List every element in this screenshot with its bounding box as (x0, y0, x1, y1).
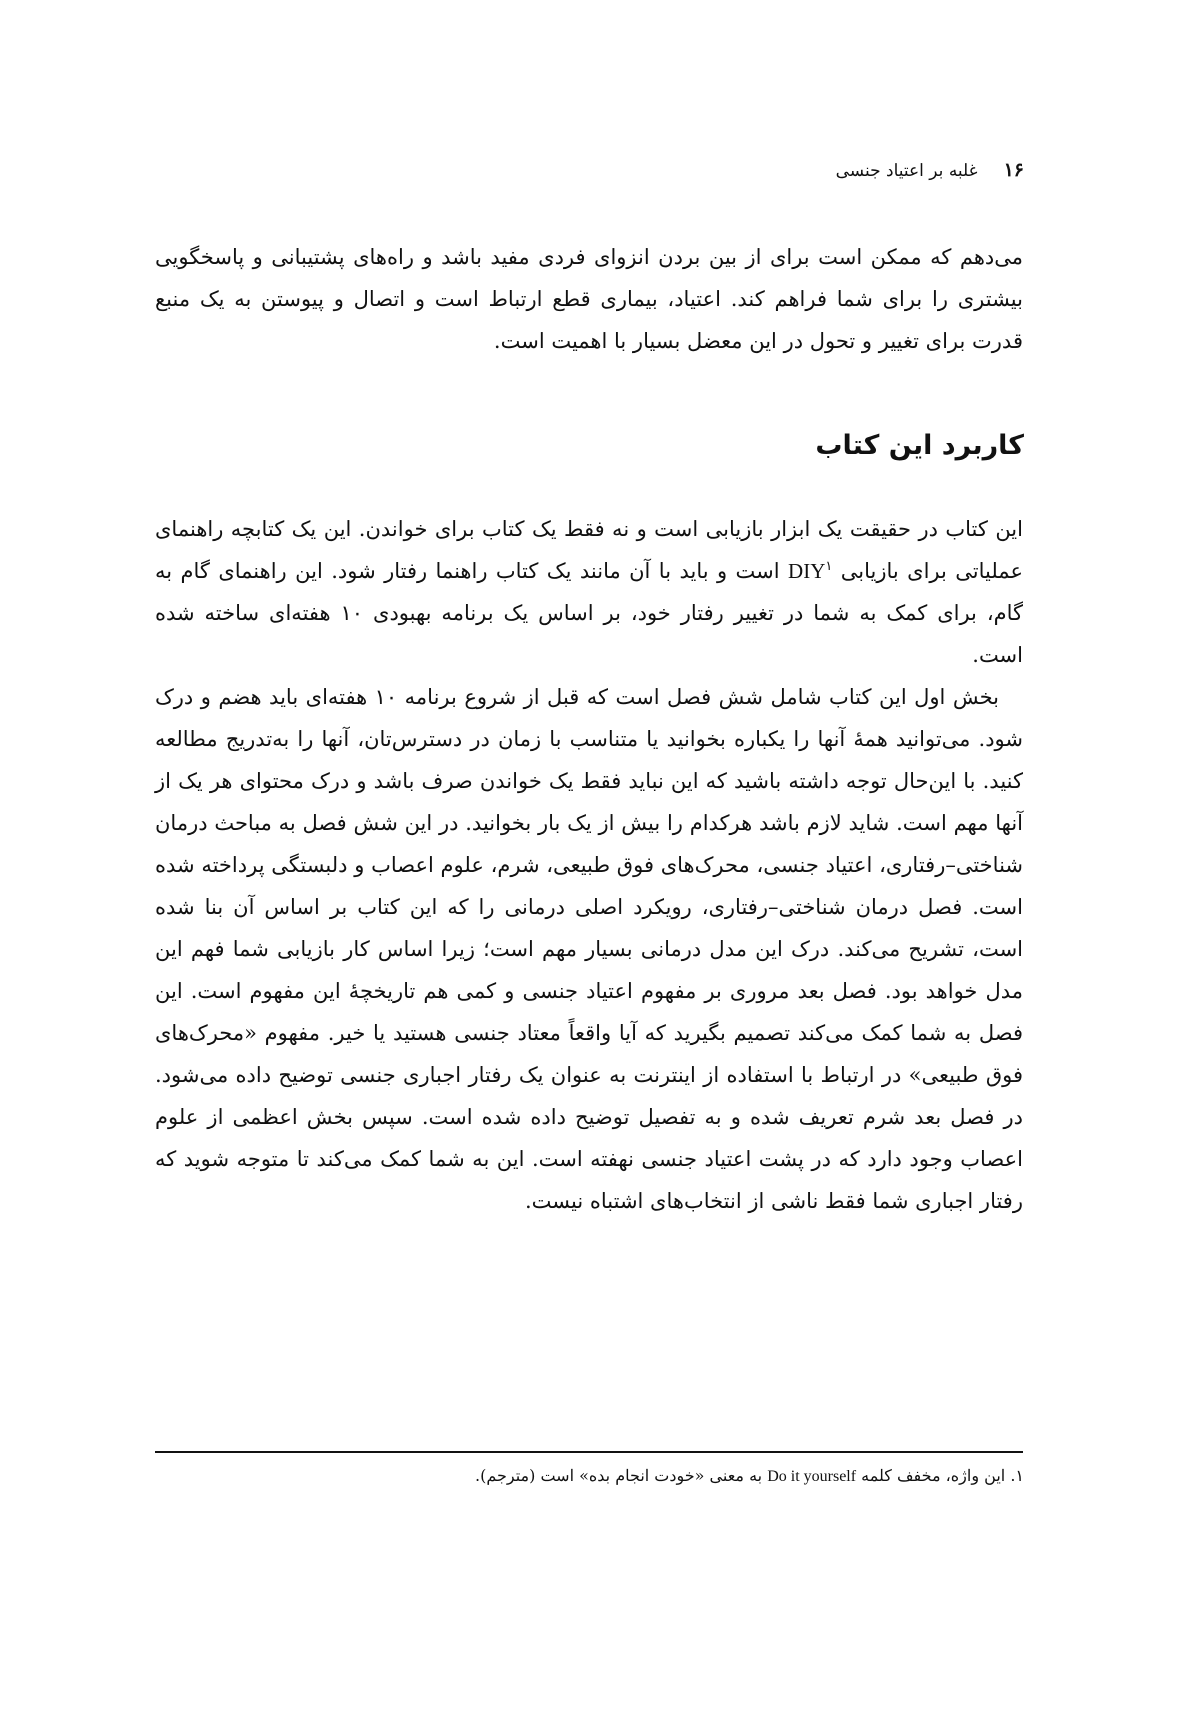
book-title: غلبه بر اعتیاد جنسی (835, 161, 978, 181)
paragraph-2: بخش اول این کتاب شامل شش فصل است که قبل از شروع برنامه ۱۰ هفته‌ای باید هضم و درک شود. می‌توانید همهٔ آنها را یکباره بخوانید یا متناسب با زمان در دسترس‌تان، آنها را به‌تدریج مطالعه کنید. با این‌حال توجه داشته باشید که این نباید فقط یک خواندن صرف باشد و درک محتوای هر یک از آنها مهم است. شاید لازم باشد هرکدام را بیش از یک بار بخوانید. در این شش فصل به مباحث درمان شناختی–رفتاری، اعتیاد جنسی، محرک‌های فوق طبیعی، شرم، علوم اعصاب و دلبستگی پرداخته شده است. فصل درمان شناختی–رفتاری، رویکرد اصلی درمانی را که این کتاب بر اساس آن بنا شده است، تشریح می‌کند. درک این مدل درمانی بسیار مهم است؛ زیرا اساس کار بازیابی شما فهم این مدل خواهد بود. فصل بعد مروری بر مفهوم اعتیاد جنسی و کمی هم تاریخچهٔ این مفهوم است. این فصل به شما کمک می‌کند تصمیم بگیرید که آیا واقعاً معتاد جنسی هستید یا خیر. مفهوم «محرک‌های فوق طبیعی» در ارتباط با استفاده از اینترنت به عنوان یک رفتار اجباری جنسی توضیح داده می‌شود. در فصل بعد شرم تعریف شده و به تفصیل توضیح داده شده است. سپس بخش اعظمی از علوم اعصاب وجود دارد که در پشت اعتیاد جنسی نهفته است. این به شما کمک می‌کند تا متوجه شوید که رفتار اجباری شما فقط ناشی از انتخاب‌های اشتباه نیست. (155, 685, 1023, 1213)
footnote-divider (155, 1451, 1023, 1453)
intro-paragraph: می‌دهم که ممکن است برای از بین بردن انزوای فردی مفید باشد و راه‌های پشتیبانی و پاسخگویی بیشتری را برای شما فراهم کند. اعتیاد، بیماری قطع ارتباط است و اتصال و پیوستن به یک منبع قدرت برای تغییر و تحول در این معضل بسیار با اهمیت است. (155, 245, 1023, 353)
running-header (836, 158, 1024, 183)
page-number: ۱۶ (1003, 159, 1024, 181)
footnote-part-1: ۱. این واژه، مخفف کلمه (861, 1466, 1024, 1485)
section-heading: کاربرد این کتاب (815, 430, 1024, 461)
paragraph-1-part-2: است و باید با آن مانند یک کتاب راهنما رفتار شود. این راهنمای گام به گام، برای کمک به شما در تغییر رفتار خود، بر اساس یک برنامه بهبودی ۱۰ هفته‌ای ساخته شده است. (155, 559, 1023, 667)
intro-paragraph-block (155, 236, 1023, 362)
footnote-part-2: به معنی «خودت انجام بده» است (مترجم). (475, 1466, 763, 1485)
footnote-reference[interactable]: ۱ (825, 558, 833, 573)
paragraph-1-part-1: این کتاب در حقیقت یک ابزار بازیابی است و نه فقط یک کتاب برای خواندن. این یک کتابچه راهنمای عملیاتی برای بازیابی (155, 517, 1023, 583)
diy-term: DIY$^۱$ (788, 558, 833, 583)
footnote-english-term: Do it yourself (767, 1468, 857, 1485)
paragraph-1 (155, 508, 1023, 676)
footnote (156, 1464, 1024, 1489)
section-body (155, 508, 1023, 1222)
